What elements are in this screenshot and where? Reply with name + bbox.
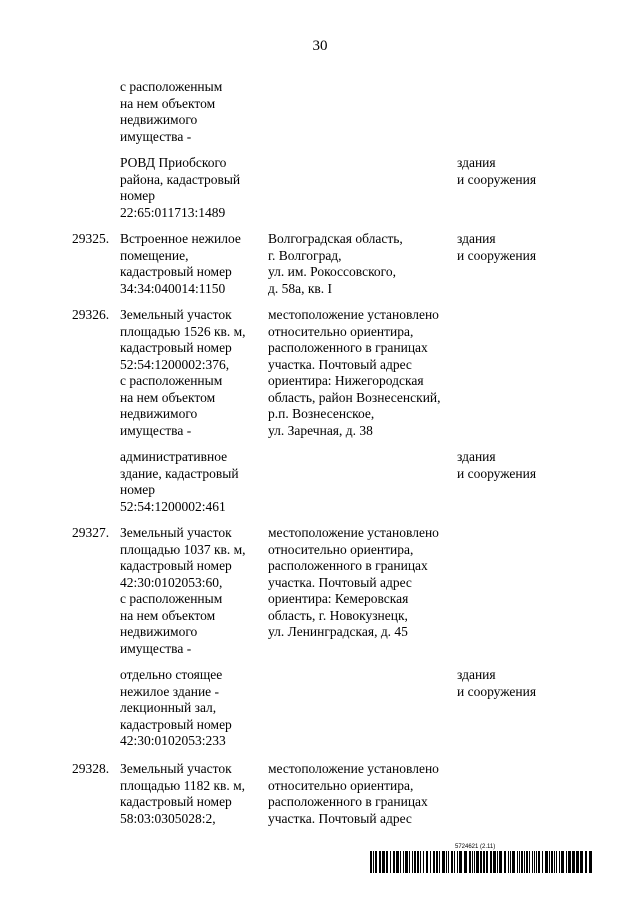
- entry-object: РОВД Приобского района, кадастровый номер 22:65:011713:1489: [120, 155, 241, 220]
- barcode-bar: [545, 851, 548, 873]
- barcode-bar: [370, 851, 372, 873]
- barcode-bar: [382, 851, 385, 873]
- entry-number: 29328.: [72, 761, 110, 776]
- barcode-bar: [521, 851, 523, 873]
- barcode-bar: [414, 851, 416, 873]
- barcode-bar: [566, 851, 567, 873]
- barcode-bar: [448, 851, 449, 873]
- barcode-bar: [504, 851, 506, 873]
- barcode-bar: [379, 851, 381, 873]
- entry-number: 29326.: [72, 307, 110, 322]
- barcode-bar: [499, 851, 502, 873]
- barcode-bar: [464, 851, 467, 873]
- barcode-bar: [451, 851, 453, 873]
- barcode-bar: [551, 851, 553, 873]
- barcode-bar: [542, 851, 543, 873]
- entry-number: 29325.: [72, 231, 110, 246]
- barcode-bar: [409, 851, 410, 873]
- barcode-bar: [426, 851, 428, 873]
- barcode-bar: [430, 851, 431, 873]
- barcode-bar: [490, 851, 492, 873]
- entry-object: отдельно стоящее нежилое здание - лекционный зал, кадастровый номер 42:30:0102053:233: [120, 667, 232, 748]
- barcode-bar: [554, 851, 555, 873]
- barcode-bar: [556, 851, 557, 873]
- barcode-bar: [486, 851, 488, 873]
- entry-address: местоположение установлено относительно ориентира, расположенного в границах участка. Почтовый адрес ориентира: Кемеровская область, г. Новокузнецк, ул. Ленинградская, д. 45: [268, 525, 439, 639]
- barcode-bar: [442, 851, 445, 873]
- barcode: [370, 851, 592, 873]
- barcode-bar: [472, 851, 473, 873]
- entry-object: Встроенное нежилое помещение, кадастровый номер 34:34:040014:1150: [120, 231, 241, 296]
- barcode-bar: [568, 851, 571, 873]
- barcode-bar: [549, 851, 550, 873]
- barcode-bar: [497, 851, 498, 873]
- barcode-bar: [423, 851, 424, 873]
- barcode-bar: [534, 851, 535, 873]
- barcode-bar: [417, 851, 419, 873]
- entry-purpose: здания и сооружения: [457, 155, 537, 187]
- barcode-bar: [524, 851, 525, 873]
- barcode-bar: [508, 851, 509, 873]
- barcode-bar: [403, 851, 404, 873]
- barcode-bar: [517, 851, 518, 873]
- barcode-bar: [436, 851, 438, 873]
- entry-address: местоположение установлено относительно ориентира, расположенного в границах участка. Почтовый адрес ориентира: Нижегородская область, район Вознесенский, р.п. Вознесенское, ул. Заречная, д. 38: [268, 307, 441, 438]
- entry-purpose: здания и сооружения: [457, 231, 537, 263]
- barcode-bar: [469, 851, 471, 873]
- page-number: 30: [312, 38, 328, 54]
- barcode-bar: [476, 851, 479, 873]
- entry-purpose: здания и сооружения: [457, 449, 537, 481]
- barcode-bar: [400, 851, 401, 873]
- barcode-bar: [538, 851, 540, 873]
- barcode-bar: [393, 851, 395, 873]
- entry-object: Земельный участок площадью 1037 кв. м, кадастровый номер 42:30:0102053:60, с расположенным на нем объектом недвижимого имущества -: [120, 525, 246, 656]
- barcode-bar: [480, 851, 482, 873]
- entry-object: административное здание, кадастровый номер 52:54:1200002:461: [120, 449, 239, 514]
- barcode-bar: [483, 851, 485, 873]
- barcode-bar: [457, 851, 458, 873]
- barcode-bar: [396, 851, 399, 873]
- entry-object: Земельный участок площадью 1182 кв. м, кадастровый номер 58:03:0305028:2,: [120, 761, 246, 826]
- entry-number: 29327.: [72, 525, 110, 540]
- barcode-bar: [412, 851, 413, 873]
- entry-object: с расположенным на нем объектом недвижимого имущества -: [120, 79, 223, 144]
- barcode-bar: [526, 851, 528, 873]
- barcode-bar: [572, 851, 575, 873]
- barcode-bar: [405, 851, 408, 873]
- barcode-bar: [375, 851, 377, 873]
- barcode-bar: [420, 851, 421, 873]
- barcode-bar: [585, 851, 587, 873]
- barcode-bar: [536, 851, 537, 873]
- barcode-bar: [580, 851, 583, 873]
- barcode-bar: [459, 851, 462, 873]
- barcode-bar: [529, 851, 530, 873]
- barcode-bar: [446, 851, 447, 873]
- barcode-bar: [454, 851, 455, 873]
- barcode-bar: [576, 851, 579, 873]
- barcode-bar: [510, 851, 511, 873]
- entry-object: Земельный участок площадью 1526 кв. м, кадастровый номер 52:54:1200002:376, с расположенным на нем объектом недвижимого имущества -: [120, 307, 246, 438]
- barcode-bar: [390, 851, 391, 873]
- barcode-bar: [373, 851, 374, 873]
- barcode-bar: [386, 851, 388, 873]
- barcode-bar: [493, 851, 496, 873]
- barcode-bar: [512, 851, 515, 873]
- barcode-bar: [589, 851, 592, 873]
- entry-address: местоположение установлено относительно ориентира, расположенного в границах участка. Почтовый адрес: [268, 761, 439, 826]
- entry-address: Волгоградская область, г. Волгоград, ул. им. Рокоссовского, д. 58а, кв. I: [268, 231, 403, 296]
- barcode-id-text: 5724621 (2.11): [455, 844, 496, 850]
- barcode-bar: [474, 851, 475, 873]
- barcode-bar: [439, 851, 440, 873]
- barcode-bar: [559, 851, 560, 873]
- barcode-bar: [532, 851, 533, 873]
- barcode-bar: [519, 851, 520, 873]
- entry-purpose: здания и сооружения: [457, 667, 537, 699]
- barcode-bar: [561, 851, 564, 873]
- barcode-bar: [433, 851, 435, 873]
